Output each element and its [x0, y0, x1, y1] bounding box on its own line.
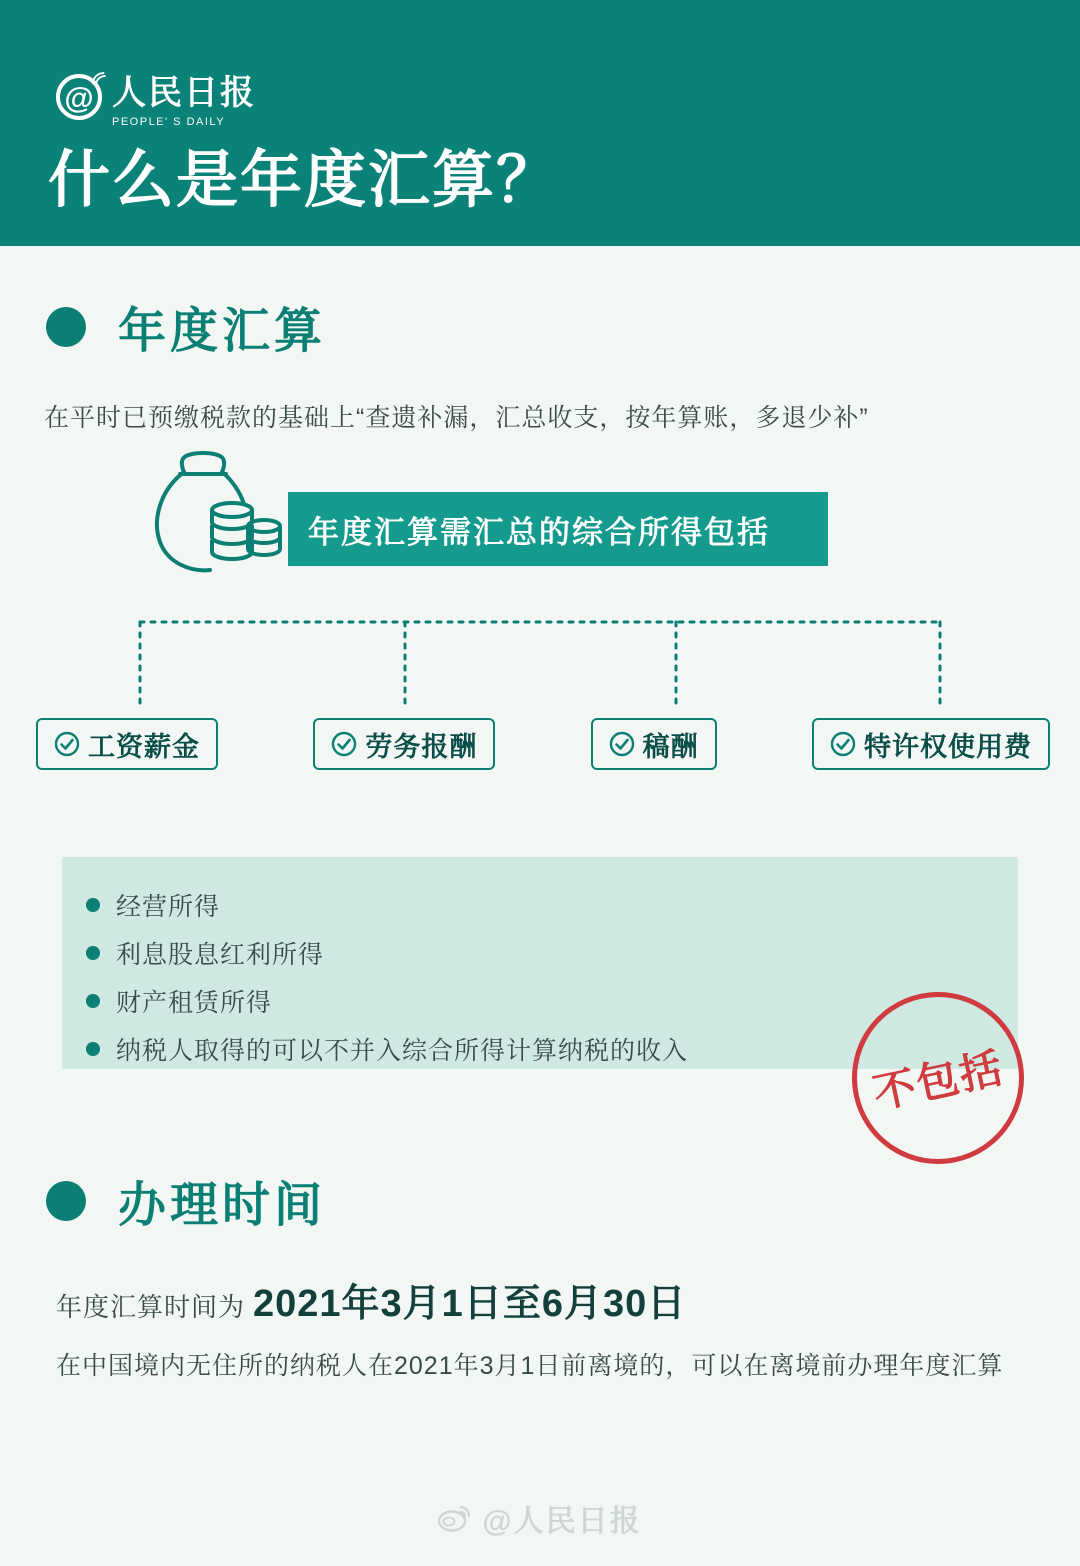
footer-watermark — [0, 1496, 1080, 1540]
list-item — [86, 935, 1018, 971]
bullet-dot-icon — [86, 898, 100, 912]
included-chip-labor[interactable] — [313, 718, 495, 770]
money-bag-icon — [140, 450, 290, 585]
page-header — [0, 0, 1080, 246]
included-chip-franchise-fee[interactable] — [812, 718, 1050, 770]
excluded-item-label: 纳税人取得的可以不并入综合所得计算纳税的收入 — [116, 1037, 689, 1065]
signal-waves-icon — [90, 70, 108, 88]
check-circle-icon — [830, 731, 856, 757]
included-chip-label: 劳务报酬 — [365, 731, 478, 762]
at-symbol-glyph: @ — [64, 82, 94, 115]
filing-period-value: 2021年3月1日至6月30日 — [253, 1283, 687, 1325]
bullet-dot-icon — [46, 1181, 86, 1221]
brand-name-en: PEOPLE' S DAILY — [112, 116, 226, 128]
excluded-item-label: 财产租赁所得 — [116, 989, 273, 1017]
bullet-dot-icon — [86, 994, 100, 1008]
filing-period-row — [56, 1272, 686, 1327]
banner-included-title: 年度汇算需汇总的综合所得包括 — [288, 492, 828, 566]
check-circle-icon — [54, 731, 80, 757]
section-title-annual: 年度汇算 — [118, 305, 327, 358]
intro-text: 在平时已预缴税款的基础上“查遗补漏，汇总收支，按年算账，多退少补” — [44, 404, 869, 432]
included-chip-salary[interactable] — [36, 718, 218, 770]
stamp-label: 不包括 — [869, 1043, 1008, 1118]
weibo-icon — [438, 1504, 472, 1532]
check-circle-icon — [609, 731, 635, 757]
included-chip-label: 稿酬 — [642, 731, 699, 762]
excluded-item-label: 利息股息红利所得 — [116, 941, 325, 969]
included-chip-list — [36, 718, 1050, 770]
brand-text — [112, 74, 256, 128]
bullet-dot-icon — [86, 946, 100, 960]
bullet-dot-icon — [86, 1042, 100, 1056]
footer-account-name: @人民日报 — [482, 1505, 642, 1538]
included-chip-royalty-author[interactable] — [591, 718, 717, 770]
excluded-item-label: 经营所得 — [116, 893, 221, 921]
section-heading-annual — [46, 292, 326, 361]
connector-lines — [0, 566, 1080, 726]
filing-period-label: 年度汇算时间为 — [56, 1292, 246, 1322]
filing-note: 在中国境内无住所的纳税人在2021年3月1日前离境的，可以在离境前办理年度汇算 — [56, 1352, 1004, 1380]
list-item — [86, 887, 1018, 923]
section-title-time: 办理时间 — [118, 1179, 327, 1232]
excluded-stamp — [836, 976, 1040, 1180]
included-chip-label: 特许权使用费 — [863, 731, 1032, 762]
section-heading-time — [46, 1166, 326, 1235]
at-symbol-icon — [56, 74, 102, 120]
check-circle-icon — [331, 731, 357, 757]
brand-name-cn: 人民日报 — [112, 74, 256, 112]
page-title: 什么是年度汇算？ — [48, 146, 561, 215]
bullet-dot-icon — [46, 307, 86, 347]
brand-logo — [56, 74, 256, 128]
included-chip-label: 工资薪金 — [88, 731, 200, 762]
